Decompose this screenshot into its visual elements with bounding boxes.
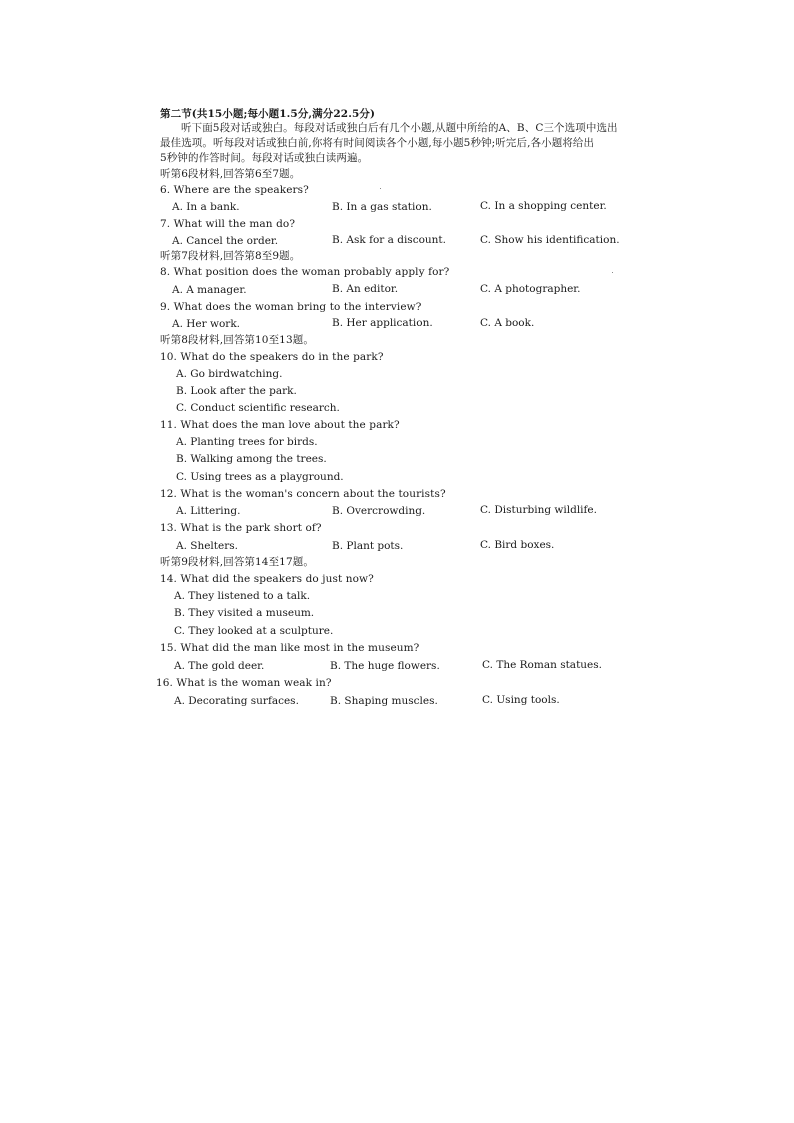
material-note-7: 听第7段材料,回答第8至9题。 [160,250,301,262]
question-16-option-b: B. Shaping muscles. [330,695,438,707]
question-13-stem: 13. What is the park short of? [160,522,322,534]
question-15-option-b: B. The huge flowers. [330,660,440,672]
section-header: 第二节(共15小题;每小题1.5分,满分22.5分) [160,108,376,120]
question-6-option-c: C. In a shopping center. [480,200,607,212]
question-10-option-c: C. Conduct scientific research. [176,402,340,414]
question-16-option-a: A. Decorating surfaces. [174,695,299,707]
question-10-option-a: A. Go birdwatching. [176,368,283,380]
question-10-stem: 10. What do the speakers do in the park? [160,351,384,363]
question-10-option-b: B. Look after the park. [176,385,297,397]
instruction-line-3: 5秒钟的作答时间。每段对话或独白读两遍。 [160,152,369,164]
question-12-stem: 12. What is the woman's concern about the tourists? [160,488,446,500]
question-9-stem: 9. What does the woman bring to the interview? [160,301,422,313]
question-16-stem: 16. What is the woman weak in? [156,677,332,689]
question-6-option-a: A. In a bank. [172,201,240,213]
instruction-line-1: 听下面5段对话或独白。每段对话或独白后有几个小题,从题中所给的A、B、C三个选项中选出 [181,122,618,134]
question-8-stem: 8. What position does the woman probably apply for? [160,266,450,278]
question-14-option-b: B. They visited a museum. [174,607,315,619]
question-9-option-a: A. Her work. [172,318,241,330]
question-12-option-c: C. Disturbing wildlife. [480,504,597,516]
question-7-stem: 7. What will the man do? [160,218,296,230]
question-7-option-a: A. Cancel the order. [172,235,279,247]
question-8-option-b: B. An editor. [332,283,399,295]
question-8-option-c: C. A photographer. [480,283,581,295]
question-6-option-b: B. In a gas station. [332,201,432,213]
question-7-option-c: C. Show his identification. [480,234,620,246]
question-14-stem: 14. What did the speakers do just now? [160,573,374,585]
instruction-line-2: 最佳选项。听每段对话或独白前,你将有时间阅读各个小题,每小题5秒钟;听完后,各小题将给出 [160,137,595,149]
question-15-option-c: C. The Roman statues. [482,659,602,671]
question-12-option-a: A. Littering. [176,505,241,517]
question-13-option-a: A. Shelters. [176,540,238,552]
question-14-option-c: C. They looked at a sculpture. [174,625,334,637]
question-13-option-c: C. Bird boxes. [480,539,555,551]
material-note-8: 听第8段材料,回答第10至13题。 [160,334,314,346]
question-11-option-a: A. Planting trees for birds. [176,436,318,448]
question-9-option-b: B. Her application. [332,317,433,329]
material-note-6: 听第6段材料,回答第6至7题。 [160,168,301,180]
scan-speck [612,272,613,273]
material-note-9: 听第9段材料,回答第14至17题。 [160,556,314,568]
question-11-stem: 11. What does the man love about the park? [160,419,400,431]
question-11-option-b: B. Walking among the trees. [176,453,327,465]
question-15-option-a: A. The gold deer. [174,660,265,672]
question-9-option-c: C. A book. [480,317,535,329]
question-12-option-b: B. Overcrowding. [332,505,426,517]
scan-speck [380,188,381,189]
question-7-option-b: B. Ask for a discount. [332,234,446,246]
question-14-option-a: A. They listened to a talk. [174,590,311,602]
question-6-stem: 6. Where are the speakers? [160,184,309,196]
question-11-option-c: C. Using trees as a playground. [176,471,344,483]
question-15-stem: 15. What did the man like most in the museum? [160,642,420,654]
question-13-option-b: B. Plant pots. [332,540,404,552]
question-16-option-c: C. Using tools. [482,694,560,706]
question-8-option-a: A. A manager. [172,284,247,296]
